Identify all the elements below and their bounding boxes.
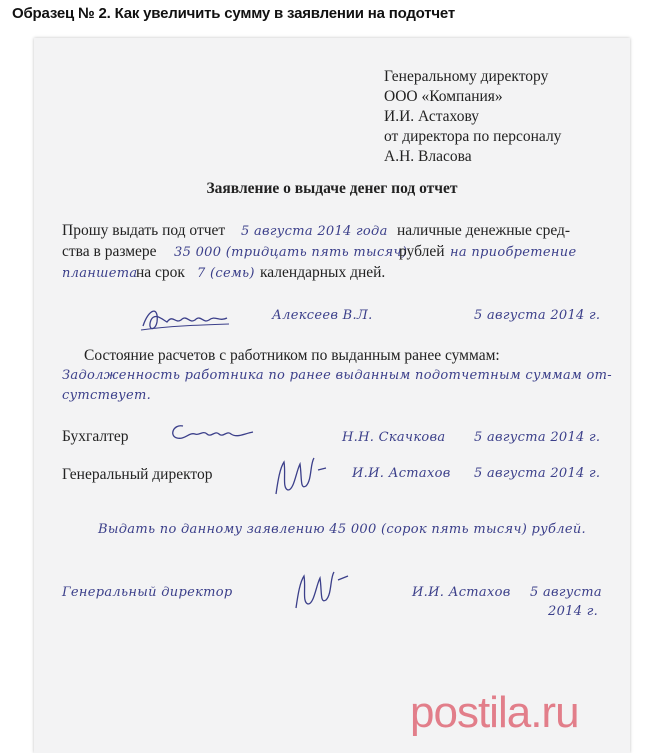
addressee-line-2: ООО «Компания» [384,88,503,105]
final-name: И.И. Астахов [412,585,511,600]
director-name: И.И. Астахов [352,466,451,481]
director-role: Генеральный директор [62,466,213,483]
handwritten-purpose: планшета [62,266,138,281]
final-date: 5 августа [530,585,602,600]
accountant-signature [167,418,257,446]
addressee-line-5: А.Н. Власова [384,148,472,165]
applicant-name: Алексеев В.Л. [272,308,373,323]
document-sheet [34,38,630,753]
director-signature [266,450,341,502]
request-text: наличные денежные сред- [397,222,571,239]
settlement-label: Состояние расчетов с работником по выданным ранее суммам: [84,347,500,364]
applicant-date: 5 августа 2014 г. [474,308,601,323]
addressee-line-1: Генеральному директору [384,68,549,85]
page-heading: Образец № 2. Как увеличить сумму в заявлении на подотчет [12,5,456,22]
handwritten-term: 7 (семь) [197,266,255,281]
handwritten-date: 5 августа 2014 года [241,224,388,239]
request-text: рублей [399,243,445,260]
accountant-role: Бухгалтер [62,428,129,445]
director-date: 5 августа 2014 г. [474,466,601,481]
settlement-text: сутствует. [62,388,152,403]
handwritten-purpose: на приобретение [450,245,577,260]
addressee-line-3: И.И. Астахову [384,108,479,125]
final-signature [286,564,361,616]
applicant-signature [139,300,234,338]
accountant-date: 5 августа 2014 г. [474,430,601,445]
request-text: Прошу выдать под отчет [62,222,226,239]
handwritten-sum: 35 000 (тридцать пять тысяч) [174,245,408,260]
addressee-line-4: от директора по персоналу [384,128,562,145]
accountant-name: Н.Н. Скачкова [342,430,446,445]
settlement-text: Задолженность работника по ранее выданным подотчетным суммам от- [62,368,612,383]
request-text: на срок [136,264,185,281]
request-text: ства в размере [62,243,157,260]
document-title: Заявление о выдаче денег под отчет [206,180,458,197]
resolution-text: Выдать по данному заявлению 45 000 (сорок пять тысяч) рублей. [98,522,586,537]
request-text: календарных дней. [260,264,386,281]
final-role: Генеральный директор [62,585,233,600]
final-date: 2014 г. [548,604,599,619]
watermark-logo: postila.ru [410,688,579,737]
